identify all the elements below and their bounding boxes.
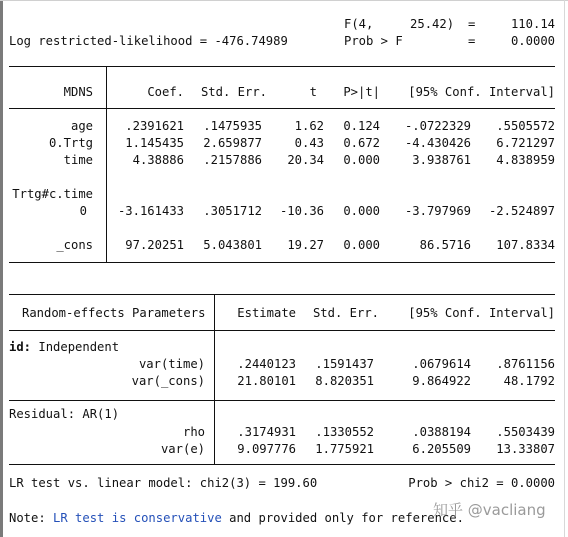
t-value: 19.27 [287,238,324,252]
t-value: 20.34 [287,153,324,167]
prob-f-label: Prob > F [344,34,403,48]
p-value: 0.672 [343,136,380,150]
row-label: var(time) [138,357,205,371]
coef-value: -3.161433 [117,204,184,218]
stderr-value: 5.043801 [203,238,262,252]
stderr-value: 1.775921 [315,442,374,456]
random-table-bottom-rule [9,464,555,465]
coef-value: 1.145435 [125,136,184,150]
col-header-p: P>|t| [343,85,380,99]
p-value: 0.000 [343,153,380,167]
estimate-value: .3174931 [237,425,296,439]
estimate-value: 21.80101 [237,374,296,388]
stderr-value: .1475935 [203,119,262,133]
row-label: Trtg#c.time [12,187,93,201]
log-likelihood: Log restricted-likelihood = -476.74989 [9,34,288,48]
ci-upper: -2.524897 [488,204,555,218]
estimate-value: .2440123 [237,357,296,371]
estimate-value: 9.097776 [237,442,296,456]
watermark: 知乎 @vacliang [433,501,546,519]
footer-note [9,511,464,525]
fixed-table-top-rule [9,66,555,67]
col-header-t: t [309,85,317,99]
random-group-id: id: Independent [9,340,120,354]
ci-upper: 48.1792 [503,374,555,388]
row-label: 0 [79,204,87,218]
prob-f-value: 0.0000 [510,34,555,48]
col-header-depvar: MDNS [63,85,93,99]
ci-lower: 9.864922 [412,374,471,388]
note-suffix: and provided only for reference. [221,511,464,525]
lr-test-statistic: LR test vs. linear model: chi2(3) = 199.60 [9,476,318,490]
ci-upper: .5505572 [496,119,555,133]
window-right-border [564,0,565,537]
col-header-coef: Coef. [147,85,184,99]
fixed-table-bottom-rule [9,262,555,263]
random-group-id-text: Independent [38,340,120,354]
ci-upper: 6.721297 [496,136,555,150]
row-label: var(e) [160,442,205,456]
random-table-header-rule [9,330,555,331]
row-label: rho [182,425,205,439]
prob-f-equals: = [468,34,476,48]
stderr-value: 2.659877 [203,136,262,150]
coef-value: 4.38886 [132,153,184,167]
t-value: 1.62 [294,119,324,133]
row-label: age [70,119,93,133]
stderr-value: .1591437 [315,357,374,371]
stderr-value: 8.820351 [315,374,374,388]
row-label: _cons [56,238,93,252]
f-stat-label: F(4, 25.42) [344,17,455,31]
random-table-top-rule [9,294,555,295]
window-top-border [0,0,568,1]
stderr-value: .1330552 [315,425,374,439]
lr-test-prob: Prob > chi2 = 0.0000 [408,476,555,490]
col-header-ci: [95% Conf. Interval] [408,85,555,99]
ci-lower: .0388194 [412,425,471,439]
col-header-random-params: Random-effects Parameters [22,306,206,320]
random-table-separator [214,294,215,464]
col-header-stderr: Std. Err. [312,306,379,320]
ci-upper: .8761156 [496,357,555,371]
p-value: 0.000 [343,204,380,218]
window-left-border [0,0,3,537]
stderr-value: .2157886 [203,153,262,167]
random-group-residual: Residual: AR(1) [9,407,120,421]
note-prefix: Note: [9,511,54,525]
ci-upper: .5503439 [496,425,555,439]
lr-conservative-link[interactable]: LR test is conservative [53,511,222,525]
row-label: 0.Trtg [48,136,93,150]
col-header-estimate: Estimate [237,306,296,320]
ci-lower: -4.430426 [404,136,471,150]
ci-lower: 3.938761 [412,153,471,167]
ci-upper: 13.33807 [496,442,555,456]
ci-upper: 4.838959 [496,153,555,167]
ci-lower: -3.797969 [404,204,471,218]
stderr-value: .3051712 [203,204,262,218]
fixed-table-separator [106,66,107,262]
ci-lower: -.0722329 [404,119,471,133]
t-value: 0.43 [294,136,324,150]
coef-value: .2391621 [125,119,184,133]
t-value: -10.36 [279,204,324,218]
ci-lower: 6.205509 [412,442,471,456]
row-label: var(_cons) [131,374,205,388]
p-value: 0.000 [343,238,380,252]
ci-upper: 107.8334 [496,238,555,252]
f-stat-value: 110.14 [510,17,555,31]
ci-lower: .0679614 [412,357,471,371]
col-header-ci: [95% Conf. Interval] [408,306,555,320]
row-label: time [63,153,93,167]
col-header-stderr: Std. Err. [200,85,267,99]
coef-value: 97.20251 [125,238,184,252]
f-stat-equals: = [468,17,476,31]
ci-lower: 86.5716 [419,238,471,252]
random-table-group-rule [9,400,555,401]
p-value: 0.124 [343,119,380,133]
fixed-table-header-rule [9,108,555,109]
